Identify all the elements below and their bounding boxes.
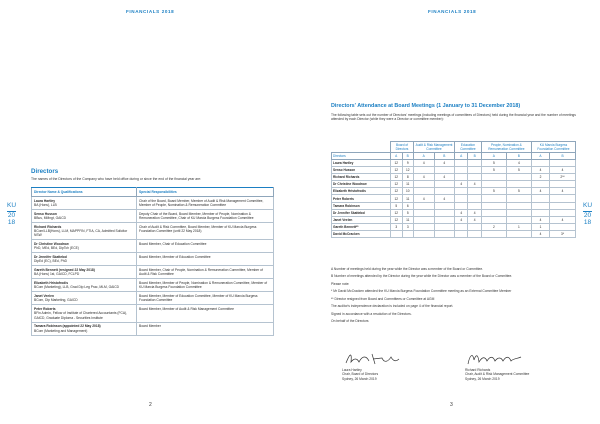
attendance-row [332, 223, 576, 230]
side-tab-top: KU [7, 202, 17, 209]
signature-block-audit-chair [465, 350, 565, 381]
attendance-value [506, 202, 531, 209]
attendance-value [468, 202, 481, 209]
director-responsibilities: Chair of the Board, Board Member, Member of Audit & Risk Management Committee, Member of People, Nomination & Remuneration Committee [137, 197, 274, 210]
director-qualifications: BA (Hons), LLB [34, 203, 57, 207]
director-name: Senso Husson [34, 211, 57, 216]
attendance-value: 4 [550, 167, 576, 174]
attendance-group-header: KU Marcia Burgess Foundation Committee [531, 142, 575, 153]
attendance-value: 12 [402, 167, 414, 174]
director-row [32, 305, 274, 322]
attendance-row [332, 167, 576, 174]
attendance-value [468, 230, 481, 237]
attendance-value: 4 [506, 160, 531, 167]
director-name-cell [32, 292, 137, 305]
col-name-header: Director Name & Qualifications [32, 188, 137, 197]
note-1: * Mr David McCracken attended the KU Marcia Burgess Foundation Committee meeting as an External Committee Member [331, 289, 512, 294]
please-note: Please note: [331, 281, 350, 286]
director-responsibilities: Deputy Chair of the Board, Board Member, Member of People, Nomination & Remuneration Committee, Chair of KU Marcia Burgess Foundation Committee [137, 210, 274, 223]
attendance-value [531, 209, 549, 216]
director-qualifications: BFin Admin, Fellow of Institute of Chartered Accountants (FCA), GAICD, Graduate Diploma - Securities Institute [34, 311, 128, 320]
attendance-value: 12 [391, 160, 403, 167]
attendance-sub-header: B [468, 153, 481, 160]
attendance-row [332, 209, 576, 216]
attendance-value: 12 [391, 188, 403, 195]
attendance-sub-header: B [550, 153, 576, 160]
attendance-value: 11 [402, 195, 414, 202]
director-name: Laura Hartley [34, 198, 56, 203]
directors-table [31, 187, 274, 336]
attendance-value: 10 [402, 188, 414, 195]
attendance-value [468, 167, 481, 174]
signer-name: Richard Richards [465, 368, 491, 372]
attendance-value [434, 216, 455, 223]
attendance-value: 4 [455, 216, 468, 223]
attendance-value [531, 195, 549, 202]
director-name-cell [32, 253, 137, 266]
attendance-director-name: Peter Roberts [332, 195, 391, 202]
director-qualifications: PhD, MEd, BEd, DipTch (ECE) [34, 246, 79, 251]
attendance-value [434, 230, 455, 237]
attendance-value: 4 [414, 195, 435, 202]
attendance-sub-header: A [531, 153, 549, 160]
note-a: A Number of meetings held during the year while the Director was a member of the Board or Committee. [331, 267, 484, 271]
directors-title: Directors [31, 168, 59, 175]
attendance-row [332, 216, 576, 223]
attendance-row [332, 188, 576, 195]
attendance-title: Directors' Attendance at Board Meetings (1 January to 31 December 2018) [331, 103, 521, 109]
director-qualifications: DipEd (EC), BEd, PhD [34, 259, 67, 264]
attendance-value [414, 202, 435, 209]
attendance-value: 2 [481, 223, 506, 230]
attendance-value [468, 195, 481, 202]
behalf-note: On behalf of the Directors [331, 319, 369, 324]
page-number: 3 [450, 402, 453, 408]
attendance-value: 4 [531, 167, 549, 174]
director-name: Dr Jennifer Skattebol [34, 255, 68, 259]
signed-note: Signed in accordance with a resolution of the Directors. [331, 311, 412, 316]
attendance-value: 12 [391, 209, 403, 216]
attendance-row [332, 181, 576, 188]
director-responsibilities: Chair of Audit & Risk Committee, Board Member, Member of KU Marcia Burgess Foundation Committee (until 22 May 2018) [137, 223, 274, 240]
attendance-value [455, 202, 468, 209]
attendance-sub-header: A [414, 153, 435, 160]
signer-name: Laura Hartley [342, 368, 362, 372]
attendance-value: 4 [531, 216, 549, 223]
attendance-director-name: Gareth Bennett** [332, 223, 391, 230]
attendance-value: 12 [391, 216, 403, 223]
director-row [32, 266, 274, 279]
attendance-value: 12 [391, 174, 403, 181]
signer-date: Sydney, 26 March 2019 [465, 376, 500, 381]
attendance-value [455, 223, 468, 230]
director-responsibilities: Board Member [137, 322, 274, 335]
attendance-director-name: Laura Hartley [332, 160, 391, 167]
director-qualifications: BCom/LLB(Hons), LLM, MAPPFIN, FTIA, CA, Admitted Solicitor NSW [34, 229, 128, 238]
attendance-value [468, 160, 481, 167]
attendance-value [468, 223, 481, 230]
director-name: Tamara Robinson (appointed 22 May 2018) [34, 324, 101, 329]
attendance-sub-header: B [402, 153, 414, 160]
attendance-value: 4 [434, 160, 455, 167]
director-qualifications: BCom (Marketing), LLB, Grad Dip Leg Prac, MLM, GAICD [34, 285, 120, 290]
director-row [32, 279, 274, 292]
note-2: ** Director resigned from Board and Committees or Committee at AGM [331, 296, 435, 301]
attendance-row [332, 174, 576, 181]
director-qualifications: BA (Hons) 1st, GAICD, FCLPD [34, 272, 80, 277]
director-name-cell [32, 240, 137, 253]
attendance-value: 5 [506, 188, 531, 195]
attendance-value [414, 230, 435, 237]
attendance-value [506, 216, 531, 223]
attendance-value [434, 188, 455, 195]
director-name: Elizabeth Hristofrodis [34, 281, 69, 285]
attendance-group-header: People, Nomination & Remuneration Committee [481, 142, 531, 153]
attendance-value [506, 174, 531, 181]
attendance-value [468, 188, 481, 195]
attendance-value [434, 223, 455, 230]
attendance-value [414, 216, 435, 223]
attendance-value [481, 174, 506, 181]
attendance-value: 4 [455, 209, 468, 216]
attendance-value [531, 160, 549, 167]
attendance-value: 5 [481, 188, 506, 195]
attendance-value [455, 188, 468, 195]
attendance-value [414, 181, 435, 188]
attendance-table [331, 141, 576, 238]
director-qualifications: BCom (Marketing and Management) [34, 328, 88, 333]
attendance-group-header: Audit & Risk Management Committee [414, 142, 455, 153]
attendance-value: 12 [391, 195, 403, 202]
director-name-cell [32, 266, 137, 279]
attendance-value [455, 167, 468, 174]
attendance-value: 4 [468, 209, 481, 216]
blank-header-cell [332, 142, 391, 153]
attendance-value: 3 [391, 223, 403, 230]
attendance-value [506, 209, 531, 216]
attendance-value: 4 [550, 188, 576, 195]
attendance-sub-header: A [455, 153, 468, 160]
director-name-cell [32, 223, 137, 240]
attendance-director-name: Elizabeth Hristofrodis [332, 188, 391, 195]
attendance-value: 4 [414, 160, 435, 167]
director-row [32, 210, 274, 223]
attendance-value [481, 195, 506, 202]
director-name-cell [32, 210, 137, 223]
attendance-value: 5 [402, 209, 414, 216]
director-row [32, 240, 274, 253]
attendance-value [414, 223, 435, 230]
director-responsibilities: Board Member, Member of Education Committee [137, 253, 274, 266]
page-header: FINANCIALS 2018 [428, 9, 477, 14]
attendance-director-name: Janet Veelen [332, 216, 391, 223]
attendance-value: 12 [391, 167, 403, 174]
director-qualifications: BBus, MMngt, GAICD [34, 216, 67, 220]
director-responsibilities: Board Member, Member of People, Nomination & Remuneration Committee, Member of KU Marcia Burgess Foundation Committee [137, 279, 274, 292]
attendance-value: 4 [468, 216, 481, 223]
attendance-value [414, 188, 435, 195]
attendance-value: 8 [402, 174, 414, 181]
attendance-value: 5 [481, 167, 506, 174]
director-name-cell [32, 197, 137, 210]
attendance-value: 9 [402, 160, 414, 167]
attendance-row [332, 160, 576, 167]
attendance-row [332, 230, 576, 237]
director-name: Richard Richards [34, 224, 62, 229]
side-tab-year: 20 18 [583, 212, 592, 226]
attendance-value: 11 [402, 216, 414, 223]
attendance-notes [331, 267, 576, 327]
directors-intro: The names of the Directors of the Company who have held office during or since the end of the financial year are: [31, 177, 202, 181]
attendance-value [550, 160, 576, 167]
attendance-value [455, 174, 468, 181]
auditor-note: The auditor's independence declaration is included on page 4 of the financial report. [331, 304, 454, 309]
director-row [32, 292, 274, 305]
attendance-value: 4 [455, 181, 468, 188]
director-responsibilities: Board Member, Chair of People, Nomination & Remuneration Committee, Member of Audit & Risk Committee [137, 266, 274, 279]
attendance-value: 5 [481, 160, 506, 167]
signature-hartley-icon [342, 350, 402, 368]
signer-role: Chair, Audit & Risk Management Committee [465, 372, 530, 377]
attendance-value: 5 [391, 202, 403, 209]
director-name: Gareth Bennett (resigned 22 May 2018) [34, 268, 95, 272]
signature-richards-icon [465, 350, 525, 368]
director-row [32, 223, 274, 240]
attendance-value [391, 230, 403, 237]
director-name: Dr Christine Woodrow [34, 242, 69, 246]
attendance-value: 4 [550, 216, 576, 223]
director-name: Peter Roberts [34, 307, 56, 311]
attendance-group-header: Education Committee [455, 142, 482, 153]
side-tab-logo [583, 203, 592, 226]
director-qualifications: BCom, Dip Marketing, GAICD [34, 298, 78, 303]
col-resp-header: Special Responsibilities [137, 188, 274, 197]
page-number: 2 [149, 402, 152, 408]
attendance-value: 11 [402, 181, 414, 188]
signer-role: Chair, Board of Directors [342, 372, 379, 377]
signer-date: Sydney, 26 March 2019 [342, 376, 377, 381]
attendance-value [550, 202, 576, 209]
attendance-director-name: Tamara Robinson [332, 202, 391, 209]
attendance-value [468, 174, 481, 181]
side-tab-logo [7, 203, 16, 226]
attendance-value [481, 181, 506, 188]
page-header: FINANCIALS 2018 [126, 9, 175, 14]
attendance-value [531, 202, 549, 209]
attendance-value: 4 [434, 174, 455, 181]
attendance-value [506, 181, 531, 188]
attendance-group-header: Board of Directors [391, 142, 414, 153]
attendance-value: 1 [506, 223, 531, 230]
attendance-value [434, 209, 455, 216]
attendance-value [481, 209, 506, 216]
attendance-value: 4 [531, 188, 549, 195]
attendance-sub-header: B [506, 153, 531, 160]
attendance-intro: The following table sets out the number of Directors' meetings (including meetings of committees of Directors) held during the financial year and the number of meetings attended by each Director (while they were a Director or committee member): [331, 113, 576, 122]
director-name-cell [32, 279, 137, 292]
attendance-value: 4 [531, 230, 549, 237]
attendance-row [332, 202, 576, 209]
attendance-value: 12 [391, 181, 403, 188]
attendance-sub-header: B [434, 153, 455, 160]
attendance-value [414, 209, 435, 216]
director-name: Janet Veelen [34, 294, 54, 298]
side-tab-year: 20 18 [7, 212, 16, 226]
attendance-value: 1 [531, 223, 549, 230]
attendance-value: 3 [402, 223, 414, 230]
signature-block-chair [342, 350, 442, 381]
attendance-value: 5 [506, 167, 531, 174]
attendance-value [550, 181, 576, 188]
attendance-sub-header: A [391, 153, 403, 160]
attendance-value: 4 [468, 181, 481, 188]
attendance-value [455, 230, 468, 237]
director-responsibilities: Board Member, Member of Audit & Risk Management Committee [137, 305, 274, 322]
attendance-value [455, 160, 468, 167]
attendance-value: 2** [550, 174, 576, 181]
attendance-value: 4 [414, 174, 435, 181]
attendance-director-name: Dr Christine Woodrow [332, 181, 391, 188]
attendance-value [434, 202, 455, 209]
director-row [32, 253, 274, 266]
attendance-director-name: Dr Jennifer Skattebol [332, 209, 391, 216]
note-b: B Number of meetings attended by the Director during the year while the Director was a member of the Board or Committee. [331, 274, 513, 279]
side-tab-top: KU [583, 202, 593, 209]
attendance-director-name: David McCracken [332, 230, 391, 237]
attendance-value [455, 195, 468, 202]
attendance-value [481, 216, 506, 223]
attendance-director-name: Senso Husson [332, 167, 391, 174]
attendance-value [414, 167, 435, 174]
signatures [331, 350, 576, 395]
director-responsibilities: Board Member, Chair of Education Committee [137, 240, 274, 253]
attendance-value [550, 209, 576, 216]
attendance-value [506, 230, 531, 237]
director-row [32, 197, 274, 210]
attendance-sub-header: A [481, 153, 506, 160]
director-name-cell [32, 305, 137, 322]
attendance-value [481, 202, 506, 209]
attendance-value: 3* [550, 230, 576, 237]
attendance-value [550, 195, 576, 202]
attendance-value [402, 230, 414, 237]
attendance-value: 4 [434, 195, 455, 202]
attendance-row [332, 195, 576, 202]
attendance-value [434, 181, 455, 188]
director-name-cell [32, 322, 137, 335]
attendance-value [481, 230, 506, 237]
attendance-value [506, 195, 531, 202]
attendance-value [434, 167, 455, 174]
attendance-value: 6 [402, 202, 414, 209]
directors-sub-label: Directors [332, 153, 391, 160]
director-row [32, 322, 274, 335]
attendance-value [531, 181, 549, 188]
right-page [300, 0, 600, 424]
attendance-value [550, 223, 576, 230]
director-responsibilities: Board Member, Member of Education Committee, Member of KU Marcia Burgess Foundation Committee [137, 292, 274, 305]
attendance-value: 2 [531, 174, 549, 181]
attendance-director-name: Richard Richards [332, 174, 391, 181]
